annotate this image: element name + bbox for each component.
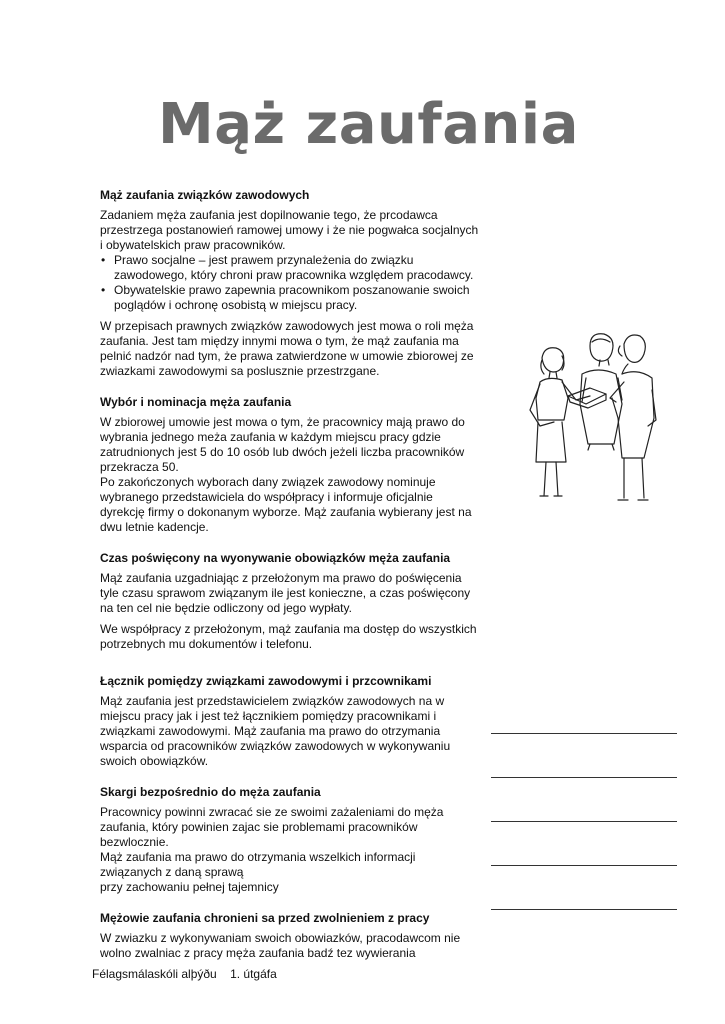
note-line [491, 777, 677, 778]
section-heading: Wybór i nominacja męża zaufania [100, 395, 292, 409]
section-paragraph: Pracownicy powinni zwracać sie ze swoimi zażaleniami do męża zaufania, który powinien zajac sie problemami pracowników bezwlocznie. [100, 805, 444, 849]
notes-lines [491, 733, 677, 953]
section-paragraph: We współpracy z przełożonym, mąż zaufania ma dostęp do wszystkich potrzebnych mu dokumentów i telefonu. [100, 622, 477, 651]
section-liaison [100, 674, 480, 769]
section-protection [100, 911, 480, 961]
section-paragraph: W zwiazku z wykonywaniam swoich obowiazków, pracodawcom nie wolno zwalniac z pracy męża zaufania badź tez wywierania [100, 931, 461, 960]
section-paragraph: Mąż zaufania uzgadniając z przełożonym ma prawo do poświęcenia tyle czasu sprawom związanym ile jest konieczne, a czas poświęcony na ten cel nie będzie odliczony od jego wypłaty. [100, 571, 471, 615]
page-footer [92, 967, 277, 981]
note-line [491, 821, 677, 822]
note-line [491, 865, 677, 866]
bullet-civil-right: • Obywatelskie prawo zapewnia pracownikom poszanowanie swoich poglądów i ochronę osobistą w miejscu pracy. [100, 283, 480, 313]
section-paragraph: Po zakończonych wyborach dany związek zawodowy nominuje wybranego przedstawiciela do współpracy i informuje oficjalnie dyrekcję firmy o dokonanym wyborze. Mąż zaufania wybierany jest na dwu letnie kadencje. [100, 475, 472, 534]
section-intro: Zadaniem męża zaufania jest dopilnowanie tego, że prcodawca przestrzega postanowień ramowej umowy i że nie pogwałca socjalnych i obywatelskich praw pracowników. [100, 208, 479, 252]
note-line [491, 909, 677, 910]
section-heading: Czas poświęcony na wyonywanie obowiązków męża zaufania [100, 551, 451, 565]
section-heading: Łącznik pomiędzy związkami zawodowymi i przcownikami [100, 674, 432, 688]
section-paragraph: W zbiorowej umowie jest mowa o tym, że pracownicy mają prawo do wybrania jednego meża zaufania w każdym miejscu pracy gdzie zatrudnionych jest 5 do 10 osób lub dwóch jeżeli liczba pracowników przekracza 50. [100, 415, 465, 474]
section-heading: Mężowie zaufania chronieni sa przed zwolnieniem z pracy [100, 911, 430, 925]
section-paragraph: Mąż zaufania jest przedstawicielem związków zawodowych na w miejscu pracy jak i jest też łącznikiem pomiędzy pracownikami i związkami zawodowymi. Mąż zaufania ma prawo do otrzymania wsparcia od pracowników związków zawodowych w wykonywaniu swoich obowiązków. [100, 694, 451, 768]
document-body [100, 188, 480, 977]
people-illustration [520, 330, 660, 510]
rights-list [100, 253, 480, 313]
footer-org: Félagsmálaskóli alþýðu [92, 967, 217, 981]
section-paragraph: Mąż zaufania ma prawo do otrzymania wszelkich informacji związanych z daną sprawą [100, 850, 416, 879]
footer-edition: 1. útgáfa [230, 967, 277, 981]
section-heading: Mąż zaufania związków zawodowych [100, 188, 310, 202]
section-paragraph: przy zachowaniu pełnej tajemnicy [100, 880, 279, 894]
section-complaints [100, 785, 480, 895]
page-title: Mąż zaufania [158, 92, 579, 157]
bullet-social-right: • Prawo socjalne – jest prawem przynależenia do związku zawodowego, który chroni praw pracownika względem pracodawcy. [100, 253, 480, 283]
section-election [100, 395, 480, 535]
section-paragraph: W przepisach prawnych związków zawodowych jest mowa o roli męża zaufania. Jest tam między innymi mowa o tym, że mąż zaufania ma pelnić nadzór nad tym, że prawa zatwierdzone w umowie zbiorowej ze zwiazkami zawodowymi sa poslusznie przestrzgane. [100, 319, 474, 378]
section-trade-union-trustee [100, 188, 480, 379]
note-line [491, 733, 677, 734]
section-heading: Skargi bezpośrednio do męża zaufania [100, 785, 321, 799]
section-time [100, 551, 480, 652]
